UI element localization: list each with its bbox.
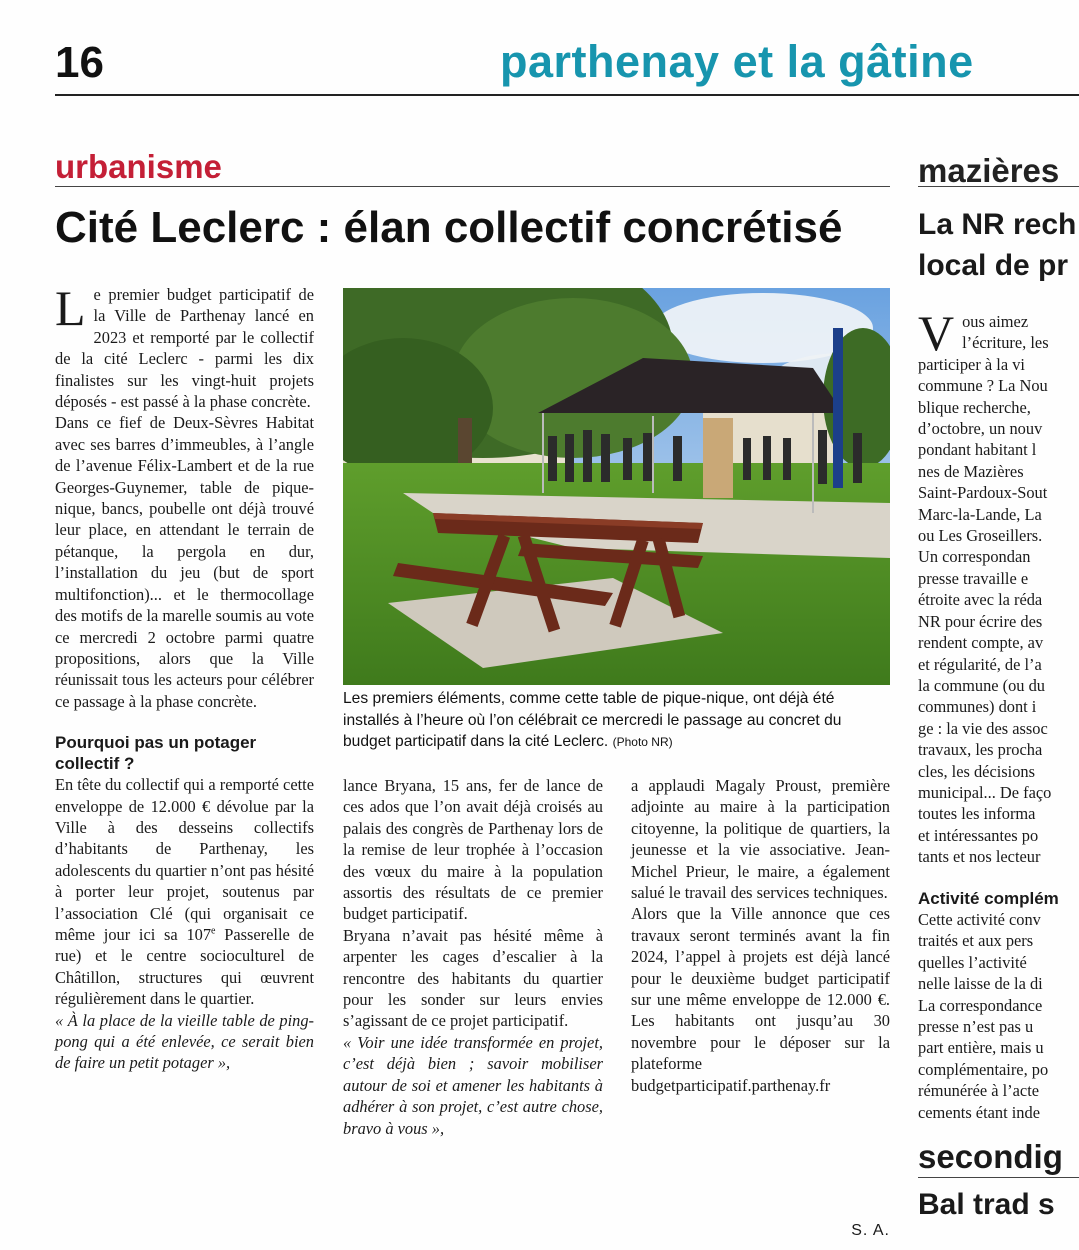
page-number: 16 xyxy=(55,38,104,87)
side-line: presse travaille e xyxy=(918,568,1029,588)
article-rubric: urbanisme xyxy=(55,148,222,185)
side-dropcap: V xyxy=(918,305,955,361)
side-line: La correspondance xyxy=(918,995,1043,1015)
paragraph-7: Alors que la Ville annonce que ces travaux seront terminés avant la fin 2024, l’appel à projets est déjà lancé pour le deuxième budget participatif sur une même enveloppe de 12.000 €. Les habitants ont jusqu’au 30 novembre pour le déposer sur la plateforme budgetparticipatif.parthenay.fr xyxy=(631,904,890,1095)
photo-caption xyxy=(343,688,890,754)
paragraph-3 xyxy=(55,774,314,1009)
article-column-2 xyxy=(343,775,603,1139)
lead-text: e premier budget participatif de la Ville de Parthenay lancé en 2023 et remporté par le collectif de la cité Leclerc - parmi les dix finalistes sur les vingt-huit projets déposés - est passé à la phase concrète. xyxy=(55,285,314,412)
side-line: l’écriture, les xyxy=(962,333,1049,353)
section-title: parthenay et la gâtine xyxy=(500,36,974,87)
quote-2: « Voir une idée transformée en projet, c’est déjà bien ; savoir mobiliser autour de soi et amener les habitants à adhérer à son projet, c’est autre chose, bravo à vous », xyxy=(343,1032,603,1138)
side-line: complémentaire, po xyxy=(918,1059,1049,1079)
side-headline-line-2: local de pr xyxy=(918,249,1069,282)
header-rule xyxy=(55,94,1079,96)
rubric-rule xyxy=(55,186,890,187)
superscript: e xyxy=(211,925,216,937)
side-line: traités et aux pers xyxy=(918,931,1034,951)
side-line: ou Les Groseillers. xyxy=(918,526,1043,546)
side-line: ge : la vie des assoc xyxy=(918,718,1048,738)
author-signature: S. A. xyxy=(851,1222,890,1239)
side-line: Vous aimez xyxy=(918,305,1029,361)
side-line: Marc-la-Lande, La xyxy=(918,504,1042,524)
side-line: Saint-Pardoux-Sout xyxy=(918,483,1048,503)
side-line: Cette activité conv xyxy=(918,909,1041,929)
quote-1: « À la place de la vieille table de ping-pong qui a été enlevée, ce serait bien de faire un petit potager », xyxy=(55,1010,314,1073)
side-rubric: mazières xyxy=(918,152,1060,189)
side-subheading: Activité complém xyxy=(918,888,1059,908)
photo-credit: (Photo NR) xyxy=(612,735,673,749)
article-column-1 xyxy=(55,280,315,1074)
side-line: cles, les décisions xyxy=(918,761,1035,781)
side-line: Un correspondan xyxy=(918,547,1031,567)
side-headline-line-1: La NR rech xyxy=(918,208,1077,241)
side-line: toutes les informa xyxy=(918,804,1036,824)
side-line: municipal... De faço xyxy=(918,782,1052,802)
paragraph-3-text-end: Passerelle de rue) et le centre socioculturel de Châtillon, structures qui œuvrent régulièrement dans le quartier. xyxy=(55,924,314,1009)
dropcap: L xyxy=(55,280,86,336)
paragraph-4 xyxy=(343,775,603,925)
caption-text: Les premiers éléments, comme cette table de pique-nique, ont déjà été installés à l’heure où l’on célébrait ce mercredi le passage au concret du budget participatif dans la cité Leclerc. xyxy=(343,690,842,750)
side-line: rémunérée à l’acte xyxy=(918,1081,1040,1101)
article-column-3 xyxy=(631,775,890,1096)
side-line: cements étant inde xyxy=(918,1102,1040,1122)
side-line: tants et nos lecteur xyxy=(918,847,1041,867)
paragraph-5: Bryana n’avait pas hésité même à arpenter les cages d’escalier à la rencontre des habitants du quartier pour les sonder sur leurs envies s’agissant de ce projet participatif. xyxy=(343,925,603,1031)
side-line: travaux, les procha xyxy=(918,740,1043,760)
paragraph-2: Dans ce fief de Deux-Sèvres Habitat avec ses barres d’immeubles, à l’angle de l’avenue Félix-Lambert et de la rue Georges-Guynemer, table de pique-nique, bancs, poubelle ont déjà trouvé leur place, en attendant le terrain de pétanque, la pergola en dur, l’installation du jeu (but de sport multifonction)... et le thermocollage des motifs de la marelle soumis au vote ce mercredi 2 octobre parmi quatre propositions, alors que la Ville réunissait tous les acteurs pour célébrer ce passage à la phase concrète. xyxy=(55,413,315,711)
side-line: NR pour écrire des xyxy=(918,611,1043,631)
side-line: communes) dont i xyxy=(918,697,1037,717)
side-body xyxy=(918,305,1079,1123)
side-article xyxy=(918,148,1079,1250)
side-line: commune ? La Nou xyxy=(918,376,1048,396)
side-rubric-rule-2 xyxy=(918,1177,1079,1178)
side-line: quelles l’activité xyxy=(918,952,1027,972)
side-line: et intéressantes po xyxy=(918,825,1039,845)
article-headline: Cité Leclerc : élan collectif concrétisé xyxy=(55,203,843,252)
side-rubric-2: secondig xyxy=(918,1138,1063,1176)
paragraph-6: a applaudi Magaly Proust, première adjointe au maire à la participation citoyenne, la politique de quartiers, la jeunesse et la vie associative. Jean-Michel Prieur, le maire, a également salué le travail des services techniques. xyxy=(631,776,890,903)
side-headline xyxy=(918,204,1079,286)
side-line: rendent compte, av xyxy=(918,633,1044,653)
side-line: nelle laisse de la di xyxy=(918,974,1043,994)
side-line: la commune (ou du xyxy=(918,675,1045,695)
side-line: presse n’est pas u xyxy=(918,1017,1034,1036)
side-line: et régularité, de l’a xyxy=(918,654,1042,674)
side-line: blique recherche, xyxy=(918,397,1031,417)
subheading: Pourquoi pas un potager collectif ? xyxy=(55,733,257,774)
paragraph-3-text: En tête du collectif qui a remporté cette enveloppe de 12.000 € dévolue par la Ville à des desseins collectifs d’habitants de Parthenay, les adolescents du quartier n’ont pas hésité à porter leur projet, soutenus par l’association Clé (qui organisait ce même jour ici sa 107 xyxy=(55,775,314,944)
side-line: pondant habitant l xyxy=(918,440,1037,460)
side-line: d’octobre, un nouv xyxy=(918,419,1043,439)
article-photo xyxy=(343,288,890,685)
lead-paragraph xyxy=(55,280,314,412)
side-headline-2: Bal trad s xyxy=(918,1188,1055,1222)
paragraph-4-text: lance Bryana, 15 ans, fer de lance de ces ados que l’on avait déjà croisés au palais des congrès de Parthenay lors de la remise de leur trophée à l’occasion des vœux du maire à la population assortis des résultats de ce premier budget participatif. xyxy=(343,776,603,924)
side-line: étroite avec la réda xyxy=(918,590,1043,610)
side-line: participer à la vi xyxy=(918,354,1025,374)
side-line: nes de Mazières xyxy=(918,461,1024,481)
side-line: part entière, mais u xyxy=(918,1038,1044,1058)
